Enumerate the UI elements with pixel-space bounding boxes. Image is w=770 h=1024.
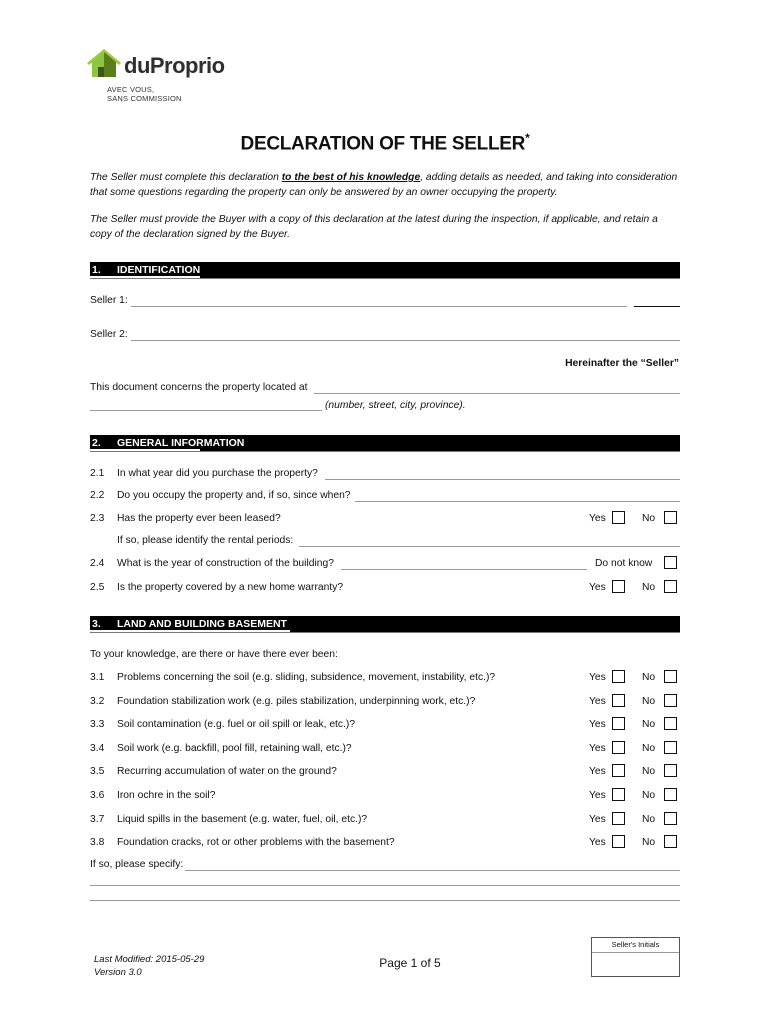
no-label: No <box>642 513 656 524</box>
section-title: LAND AND BUILDING BASEMENT <box>117 618 287 630</box>
no-label: No <box>642 696 656 707</box>
question-3-1-yes-checkbox[interactable] <box>612 670 625 683</box>
do-not-know-label: Do not know <box>595 558 653 569</box>
brand-name: duProprio <box>124 53 225 78</box>
question-3-2: Foundation stabilization work (e.g. piles stabilization, underpinning work, etc.)? <box>117 696 476 707</box>
footer-version-info <box>94 953 204 979</box>
question-2-4: What is the year of construction of the building? <box>117 558 334 569</box>
question-3-5-no-checkbox[interactable] <box>664 764 677 777</box>
emphasis-text: to the best of his knowledge <box>281 172 421 183</box>
page-number: Page 1 of 5 <box>379 956 441 970</box>
construction-year-field[interactable] <box>341 569 587 570</box>
yes-label: Yes <box>589 766 606 777</box>
hereinafter-seller: Hereinafter the “Seller” <box>565 358 679 369</box>
rental-periods-field[interactable] <box>299 546 680 547</box>
question-number: 2.1 <box>90 468 105 479</box>
rental-periods-label: If so, please identify the rental periods: <box>117 535 294 546</box>
question-3-2-no-checkbox[interactable] <box>664 694 677 707</box>
no-label: No <box>642 790 656 801</box>
question-number: 2.4 <box>90 558 105 569</box>
seller-1-field[interactable] <box>131 306 627 307</box>
yes-label: Yes <box>589 696 606 707</box>
question-number: 2.5 <box>90 582 105 593</box>
yes-label: Yes <box>589 582 606 593</box>
property-address-field[interactable] <box>314 393 680 394</box>
question-3-7-no-checkbox[interactable] <box>664 812 677 825</box>
page-title <box>0 131 770 155</box>
question-number: 2.3 <box>90 513 105 524</box>
yes-label: Yes <box>589 719 606 730</box>
intro-paragraph-2: The Seller must provide the Buyer with a copy of this declaration at the latest during the inspection, if applicable, and retain a copy of the declaration signed by the Buyer. <box>90 214 658 240</box>
question-number: 3.4 <box>90 743 105 754</box>
tagline-line-1: AVEC VOUS, <box>107 85 155 94</box>
leased-no-checkbox[interactable] <box>664 511 677 524</box>
intro-paragraph-1: The Seller must complete this declaration to the best of his knowledge, adding details as needed, and taking into consideration that some questions regarding the property can only be answered by an owner occupying the property. <box>90 172 678 198</box>
question-2-1: In what year did you purchase the property? <box>117 468 318 479</box>
section-3-intro: To your knowledge, are there or have there ever been: <box>90 649 338 660</box>
last-modified: Last Modified: 2015-05-29 <box>94 954 205 965</box>
seller-1-label: Seller 1: <box>90 295 128 306</box>
seller-1-extra-field[interactable] <box>634 306 680 307</box>
question-3-1: Problems concerning the soil (e.g. sliding, subsidence, movement, instability, etc.)? <box>117 672 496 683</box>
question-3-6-yes-checkbox[interactable] <box>612 788 625 801</box>
yes-label: Yes <box>589 513 606 524</box>
warranty-no-checkbox[interactable] <box>664 580 677 593</box>
section-header-identification: 1. IDENTIFICATION <box>90 262 680 278</box>
specify-field-1[interactable] <box>185 870 680 871</box>
no-label: No <box>642 837 656 848</box>
question-number: 3.5 <box>90 766 105 777</box>
no-label: No <box>642 743 656 754</box>
section-title: GENERAL INFORMATION <box>117 437 245 449</box>
specify-label: If so, please specify: <box>90 859 184 870</box>
yes-label: Yes <box>589 672 606 683</box>
question-3-5: Recurring accumulation of water on the ground? <box>117 766 337 777</box>
question-3-8-yes-checkbox[interactable] <box>612 835 625 848</box>
question-3-3: Soil contamination (e.g. fuel or oil spill or leak, etc.)? <box>117 719 356 730</box>
question-3-3-no-checkbox[interactable] <box>664 717 677 730</box>
house-logo-icon <box>86 48 122 78</box>
do-not-know-checkbox[interactable] <box>664 556 677 569</box>
question-3-4-no-checkbox[interactable] <box>664 741 677 754</box>
no-label: No <box>642 582 656 593</box>
question-3-4-yes-checkbox[interactable] <box>612 741 625 754</box>
seller-2-label: Seller 2: <box>90 329 128 340</box>
tagline-line-2: SANS COMMISSION <box>107 94 182 103</box>
property-location-label: This document concerns the property located at <box>90 382 308 393</box>
question-number: 3.1 <box>90 672 105 683</box>
no-label: No <box>642 719 656 730</box>
question-number: 2.2 <box>90 490 105 501</box>
question-3-5-yes-checkbox[interactable] <box>612 764 625 777</box>
specify-field-2[interactable] <box>90 885 680 886</box>
title-text: DECLARATION OF THE SELLER <box>240 133 526 155</box>
question-2-2: Do you occupy the property and, if so, since when? <box>117 490 351 501</box>
purchase-year-field[interactable] <box>325 479 680 480</box>
question-3-8-no-checkbox[interactable] <box>664 835 677 848</box>
duproprio-logo <box>86 46 226 106</box>
yes-label: Yes <box>589 743 606 754</box>
yes-label: Yes <box>589 814 606 825</box>
question-3-4: Soil work (e.g. backfill, pool fill, retaining wall, etc.)? <box>117 743 352 754</box>
question-3-6: Iron ochre in the soil? <box>117 790 216 801</box>
section-title: IDENTIFICATION <box>117 264 201 276</box>
question-3-1-no-checkbox[interactable] <box>664 670 677 683</box>
question-3-3-yes-checkbox[interactable] <box>612 717 625 730</box>
seller-2-field[interactable] <box>131 340 680 341</box>
leased-yes-checkbox[interactable] <box>612 511 625 524</box>
question-3-2-yes-checkbox[interactable] <box>612 694 625 707</box>
question-number: 3.6 <box>90 790 105 801</box>
question-3-8: Foundation cracks, rot or other problems with the basement? <box>117 837 395 848</box>
no-label: No <box>642 766 656 777</box>
property-address-field-2[interactable] <box>90 410 322 411</box>
specify-field-3[interactable] <box>90 900 680 901</box>
seller-initials-label: Seller's Initials <box>611 940 660 949</box>
warranty-yes-checkbox[interactable] <box>612 580 625 593</box>
question-number: 3.7 <box>90 814 105 825</box>
yes-label: Yes <box>589 837 606 848</box>
question-number: 3.2 <box>90 696 105 707</box>
occupancy-since-field[interactable] <box>355 501 680 502</box>
question-2-3: Has the property ever been leased? <box>117 513 281 524</box>
address-hint: (number, street, city, province). <box>325 400 466 411</box>
question-3-7: Liquid spills in the basement (e.g. water, fuel, oil, etc.)? <box>117 814 368 825</box>
title-asterisk: * <box>525 131 530 145</box>
no-label: No <box>642 814 656 825</box>
question-2-5: Is the property covered by a new home warranty? <box>117 582 344 593</box>
seller-initials-box[interactable] <box>591 937 680 977</box>
yes-label: Yes <box>589 790 606 801</box>
question-number: 3.3 <box>90 719 105 730</box>
question-3-7-yes-checkbox[interactable] <box>612 812 625 825</box>
section-header-land-and-building-basement: 3. LAND AND BUILDING BASEMENT <box>90 616 680 632</box>
question-3-6-no-checkbox[interactable] <box>664 788 677 801</box>
section-header-general-information: 2. GENERAL INFORMATION <box>90 435 680 451</box>
no-label: No <box>642 672 656 683</box>
question-number: 3.8 <box>90 837 105 848</box>
version: Version 3.0 <box>94 967 142 978</box>
